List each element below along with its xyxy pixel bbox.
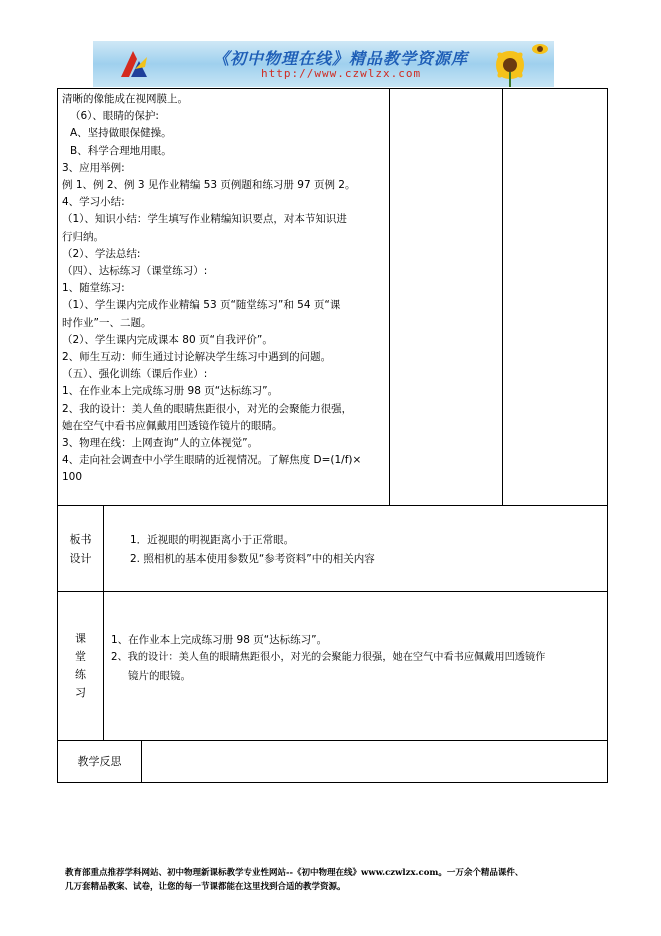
practice-label-char: 练 xyxy=(75,668,86,681)
practice-line: 1、在作业本上完成练习册 98 页“达标练习”。 xyxy=(111,634,328,646)
content-line: （五）、强化训练（课后作业）: xyxy=(62,368,208,381)
content-line: （1）、知识小结：学生填写作业精编知识要点，对本节知识进 xyxy=(62,213,347,226)
col-divider-main xyxy=(389,88,390,506)
sunflower-icon xyxy=(480,41,550,87)
content-line: 4、学习小结: xyxy=(62,196,125,209)
header-banner xyxy=(93,41,554,87)
content-line: 1、随堂练习: xyxy=(62,282,125,295)
content-line: 时作业”一、二题。 xyxy=(62,316,152,329)
content-line: （2）、学法总结: xyxy=(62,247,141,260)
practice-label-char: 堂 xyxy=(75,650,86,663)
row-divider-1 xyxy=(57,505,608,506)
footer-line-2: 几万套精品教案、试卷，让您的每一节课都能在这里找到合适的教学资源。 xyxy=(65,882,346,892)
content-line: 例 1、例 2、例 3 见作业精编 53 页例题和练习册 97 页例 2。 xyxy=(62,179,356,192)
content-line: 2、我的设计：美人鱼的眼睛焦距很小，对光的会聚能力很强， xyxy=(62,402,353,415)
col-divider-reflection xyxy=(141,740,142,783)
col-divider-notes xyxy=(502,88,503,506)
board-label xyxy=(58,530,103,568)
content-line: 4、走向社会调查中小学生眼睛的近视情况。了解焦度 D=(1/f)× xyxy=(62,454,362,467)
content-line: 清晰的像能成在视网膜上。 xyxy=(62,93,188,105)
content-line: A、坚持做眼保健操。 xyxy=(70,127,172,140)
board-label-line-1: 板书 xyxy=(69,533,92,546)
reflection-label: 教学反思 xyxy=(77,755,122,768)
content-line: 100 xyxy=(62,471,83,484)
board-line: 1．近视眼的明视距离小于正常眼。 xyxy=(130,534,295,546)
content-line: B、科学合理地用眼。 xyxy=(70,144,172,157)
site-logo-icon xyxy=(117,47,151,81)
practice-line: 2、我的设计：美人鱼的眼睛焦距很小，对光的会聚能力很强，她在空气中看书应佩戴用凹透镜作 xyxy=(111,652,546,663)
content-line: 她在空气中看书应佩戴用凹透镜作镜片的眼睛。 xyxy=(62,419,283,432)
footer-line-1: 教育部重点推荐学科网站、初中物理新课标教学专业性网站--《初中物理在线》www.czwlzx.com。一万余个精品课件、 xyxy=(65,868,524,878)
content-line: （2）、学生课内完成课本 80 页“自我评价”。 xyxy=(62,333,273,346)
practice-label-char: 习 xyxy=(75,686,86,699)
row-divider-3 xyxy=(57,740,608,741)
practice-label-char: 课 xyxy=(75,632,86,645)
content-line: （1）、学生课内完成作业精编 53 页“随堂练习”和 54 页“课 xyxy=(62,299,341,312)
table-top-border xyxy=(57,88,608,89)
content-line: 2、师生互动：师生通过讨论解决学生练习中遇到的问题。 xyxy=(62,351,332,364)
board-line: 2. 照相机的基本使用参数见“参考资料”中的相关内容 xyxy=(130,553,375,565)
practice-label xyxy=(58,630,103,702)
table-bottom-border xyxy=(57,782,608,783)
content-line: （四）、达标练习（课堂练习）: xyxy=(62,265,208,278)
col-divider-label xyxy=(103,505,104,741)
content-line: （6）、眼睛的保护: xyxy=(70,110,159,123)
board-content xyxy=(130,531,375,569)
practice-line: 镜片的眼镜。 xyxy=(128,670,191,682)
page-footer xyxy=(65,866,523,894)
content-line: 3、应用举例: xyxy=(62,161,125,174)
banner-url: http://www.czwlzx.com xyxy=(261,67,422,80)
content-line: 行归纳。 xyxy=(62,230,104,243)
banner-title: 《初中物理在线》精品教学资源库 xyxy=(213,49,469,68)
content-line: 3、物理在线：上网查询“人的立体视觉”。 xyxy=(62,437,259,450)
board-label-line-2: 设计 xyxy=(69,552,92,565)
practice-content xyxy=(111,631,545,685)
row-divider-2 xyxy=(57,591,608,592)
lesson-content xyxy=(62,91,388,487)
content-line: 1、在作业本上完成练习册 98 页“达标练习”。 xyxy=(62,385,279,398)
table-right-border xyxy=(607,88,608,783)
